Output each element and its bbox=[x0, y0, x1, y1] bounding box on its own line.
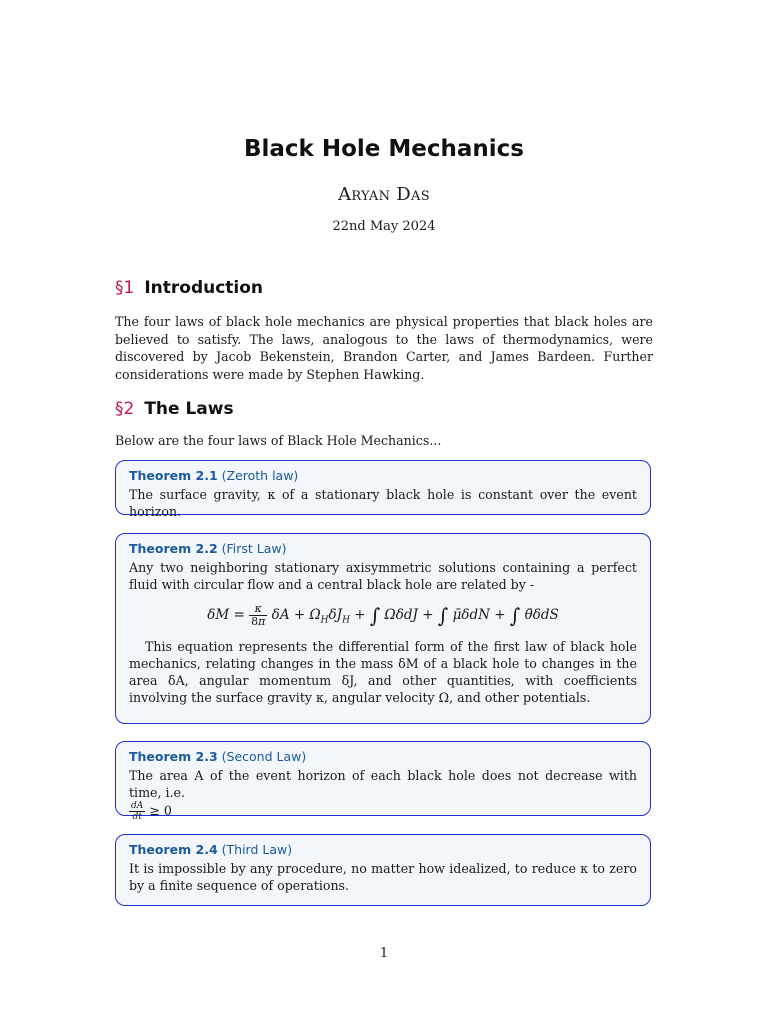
theorem-name: (Second Law) bbox=[221, 749, 307, 764]
theorem-label: Theorem 2.1 bbox=[129, 468, 218, 483]
laws-intro-paragraph: Below are the four laws of Black Hole Mechanics... bbox=[115, 433, 442, 448]
theorem-body: Any two neighboring stationary axisymmetric solutions containing a perfect fluid with circular flow and a central black hole are related by - bbox=[129, 560, 637, 592]
section-heading-introduction bbox=[115, 278, 263, 298]
theorem-box-zeroth-law bbox=[115, 460, 651, 519]
paper-title: Black Hole Mechanics bbox=[243, 136, 524, 162]
theorem-label: Theorem 2.3 bbox=[129, 749, 218, 764]
first-law-equation: δM = $\frac{\kappa}{8\pi}$ $\delta A + \Omega_H\delta J_H$ + ∫ ΩδdJ + ∫ μ̄δdN + ∫ θ̄δdS bbox=[207, 602, 559, 628]
theorem-header bbox=[129, 749, 637, 764]
section-title: The Laws bbox=[144, 399, 234, 419]
dA-over-dt: $\frac{dA}{dt}$ bbox=[131, 801, 144, 822]
theorem-body: It is impossible by any procedure, no matter how idealized, to reduce κ to zero by a finite sequence of operations. bbox=[129, 861, 637, 893]
theorem-box-third-law bbox=[115, 834, 651, 906]
theorem-header bbox=[129, 842, 637, 857]
inequality-text: ≥ 0 bbox=[149, 803, 172, 818]
theorem-name: (Third Law) bbox=[221, 842, 293, 857]
section-heading-laws bbox=[115, 399, 234, 419]
author-name: Aryan Das bbox=[338, 184, 430, 205]
theorem-label: Theorem 2.4 bbox=[129, 842, 218, 857]
section-number: §2 bbox=[115, 399, 135, 419]
intro-paragraph: The four laws of black hole mechanics are physical properties that black holes are believed to satisfy. The laws, analogous to the laws of thermodynamics, were discovered by Jacob Bekenstein, Brandon Carter, and James Bardeen. Further considerations were made by Stephen Hawking. bbox=[115, 314, 653, 382]
theorem-body: The area A of the event horizon of each black hole does not decrease with time, i.e. bbox=[129, 768, 637, 800]
kappa-over-8pi: $\frac{\kappa}{8\pi}$ bbox=[251, 602, 266, 628]
theorem-name: (Zeroth law) bbox=[221, 468, 299, 483]
theorem-header bbox=[129, 541, 637, 556]
theorem-body: The surface gravity, κ of a stationary black hole is constant over the event horizon. bbox=[129, 487, 637, 519]
page-number: 1 bbox=[379, 946, 389, 961]
theorem-box-second-law bbox=[115, 741, 651, 822]
theorem-box-first-law bbox=[115, 533, 651, 724]
section-title: Introduction bbox=[144, 278, 264, 298]
second-law-inequality bbox=[129, 801, 637, 822]
paper-date: 22nd May 2024 bbox=[332, 219, 436, 234]
theorem-label: Theorem 2.2 bbox=[129, 541, 218, 556]
theorem-explanation: This equation represents the differential form of the first law of black hole mechanics, relating changes in the mass δM of a black hole to changes in the area δA, angular momentum δJ, and other quantities, with coefficients involving the surface gravity κ, angular velocity Ω, and other potentials. bbox=[129, 639, 637, 705]
theorem-header bbox=[129, 468, 637, 483]
theorem-name: (First Law) bbox=[221, 541, 287, 556]
section-number: §1 bbox=[115, 278, 135, 298]
